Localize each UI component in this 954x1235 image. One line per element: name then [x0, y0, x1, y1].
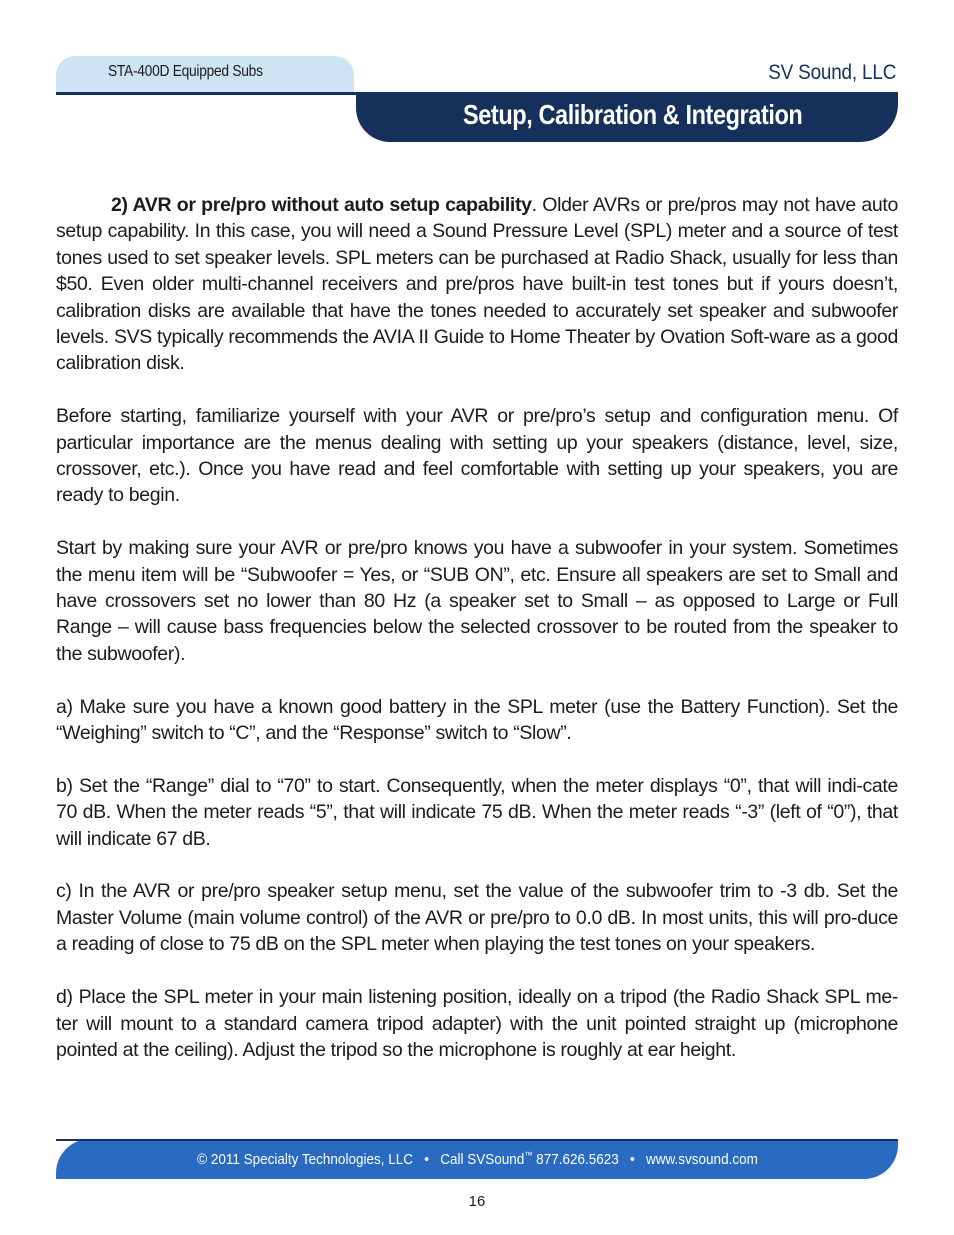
footer-text	[56, 1150, 898, 1168]
paragraph-avr-without-auto-setup	[56, 192, 898, 377]
header-tab-label: STA-400D Equipped Subs	[108, 63, 263, 80]
footer-separator: •	[423, 1151, 429, 1168]
footer-call: Call SVSound	[439, 1151, 524, 1168]
footer-website-link[interactable]: www.svsound.com	[645, 1151, 758, 1168]
paragraph-before-starting: Before starting, familiarize yourself with your AVR or pre/pro’s setup and configuration menu. Of particular importance are the menus dealing with setting up your speakers (distance, level, size, crossover, etc.). Once you have read and feel comfortable with setting up your speakers, you are ready to begin.	[56, 405, 898, 507]
footer-separator: •	[629, 1151, 635, 1168]
paragraph-lead: 2) AVR or pre/pro without auto setup capability	[111, 194, 532, 216]
main-content	[56, 192, 898, 1090]
footer-divider	[56, 1139, 898, 1141]
brand-name: SV Sound, LLC	[768, 61, 896, 84]
trademark-symbol: ™	[523, 1150, 532, 1160]
step-a: a) Make sure you have a known good battery in the SPL meter (use the Battery Function). Set the “Weighing” switch to “C”, and the “Response” switch to “Slow”.	[56, 695, 898, 745]
paragraph-start: Start by making sure your AVR or pre/pro knows you have a subwoofer in your system. Sometimes the menu item will be “Subwoofer = Yes, or “SUB ON”, etc. Ensure all speakers are set to Small and have crossovers set no lower than 80 Hz (a speaker set to Small – as opposed to Large or Full Range – will cause bass frequencies below the selected crossover to be routed from the speaker to the subwoofer).	[56, 537, 898, 665]
step-c: c) In the AVR or pre/pro speaker setup menu, set the value of the subwoofer trim to -3 db. Set the Master Volume (main volume control) of the AVR or pre/pro to 0.0 dB. In most units, this will pro-duce a reading of close to 75 dB on the SPL meter when playing the test tones on your speakers.	[56, 880, 898, 956]
footer-phone: 877.626.5623	[535, 1151, 619, 1168]
page-title: Setup, Calibration & Integration	[463, 99, 803, 130]
footer-copyright: © 2011 Specialty Technologies, LLC	[196, 1151, 413, 1168]
paragraph-text: . Older AVRs or pre/pros may not have auto setup capability. In this case, you will need a Sound Pressure Level (SPL) meter and a source of test tones used to set speaker levels. SPL meters can be purchased at Radio Shack, usually for less than $50. Even older multi-channel receivers and pre/pros have built-in test tones but if yours doesn’t, calibration disks are available that have the tones needed to accurately set speaker and subwoofer levels. SVS typically recommends the AVIA II Guide to Home Theater by Ovation Soft-ware as a good calibration disk.	[56, 194, 898, 375]
step-d: d) Place the SPL meter in your main listening position, ideally on a tripod (the Radio Shack SPL me-ter will mount to a standard camera tripod adapter) with the unit pointed straight up (microphone pointed at the ceiling). Adjust the tripod so the microphone is roughly at ear height.	[56, 986, 898, 1061]
page-number: 16	[468, 1193, 486, 1210]
step-b: b) Set the “Range” dial to “70” to start. Consequently, when the meter displays “0”, that will indi-cate 70 dB. When the meter reads “5”, that will indicate 75 dB. When the meter reads “-3” (left of “0”), that will indicate 67 dB.	[56, 774, 898, 850]
